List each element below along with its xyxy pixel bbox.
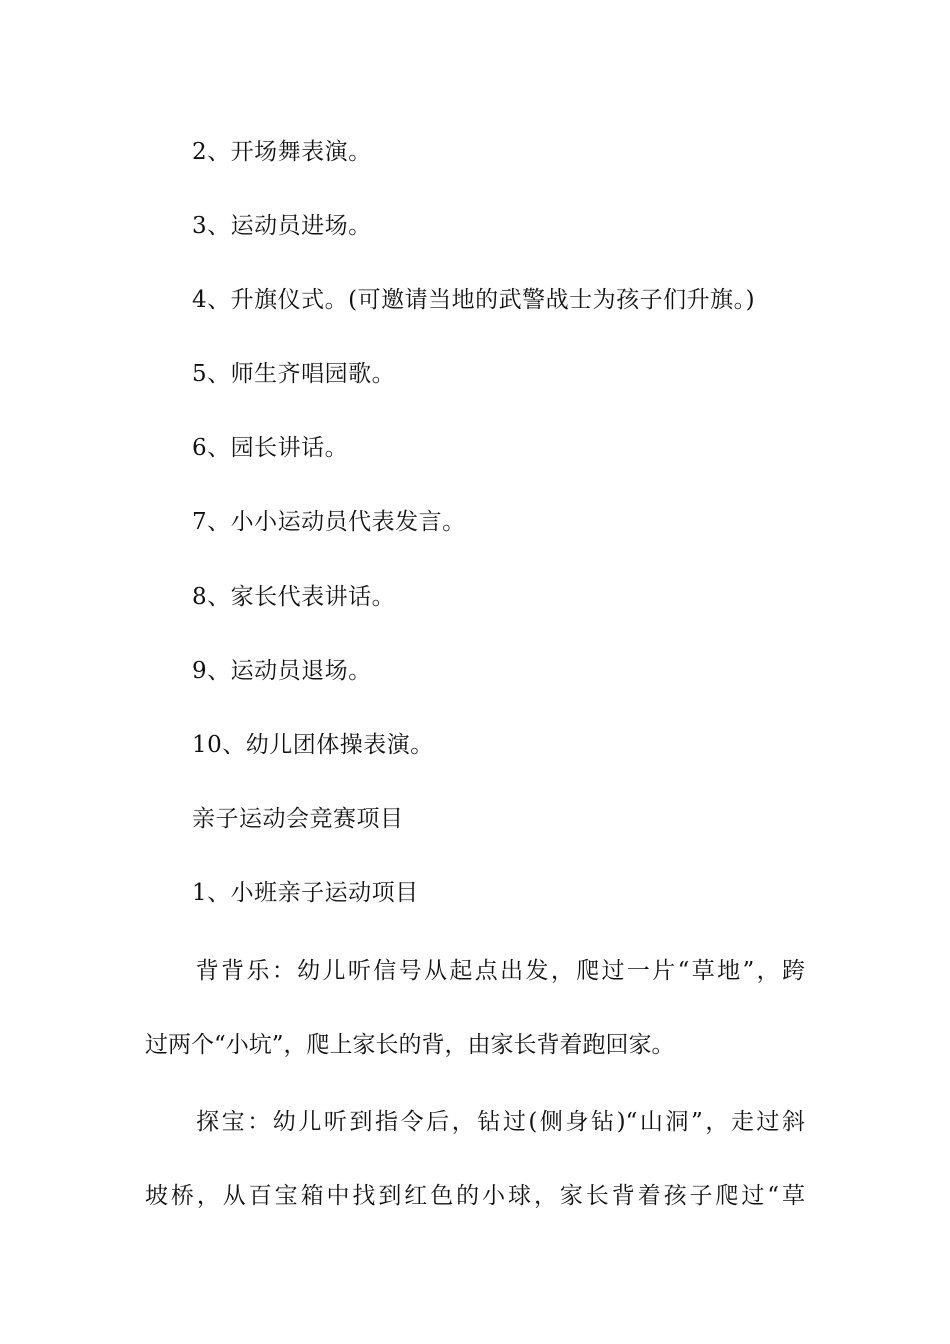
list-item: 7、小小运动员代表发言。 bbox=[192, 509, 466, 535]
paragraph-line: 探宝：幼儿听到指令后，钻过(侧身钻)“山洞”，走过斜 bbox=[145, 1109, 805, 1135]
paragraph-line: 坡桥，从百宝箱中找到红色的小球，家长背着孩子爬过“草 bbox=[145, 1183, 805, 1209]
list-item: 10、幼儿团体操表演。 bbox=[192, 732, 434, 758]
subsection-heading: 1、小班亲子运动项目 bbox=[192, 880, 419, 906]
list-item: 3、运动员进场。 bbox=[192, 213, 372, 239]
list-item: 9、运动员退场。 bbox=[192, 658, 372, 684]
section-heading: 亲子运动会竞赛项目 bbox=[192, 806, 404, 832]
paragraph-line: 过两个“小坑”，爬上家长的背，由家长背着跑回家。 bbox=[145, 1032, 675, 1058]
list-item: 8、家长代表讲话。 bbox=[192, 584, 396, 610]
list-item: 6、园长讲话。 bbox=[192, 435, 349, 461]
paragraph-line: 背背乐：幼儿听信号从起点出发，爬过一片“草地”，跨 bbox=[145, 958, 805, 984]
list-item: 2、开场舞表演。 bbox=[192, 139, 372, 165]
list-item: 5、师生齐唱园歌。 bbox=[192, 361, 396, 387]
list-item: 4、升旗仪式。(可邀请当地的武警战士为孩子们升旗。) bbox=[192, 287, 756, 313]
